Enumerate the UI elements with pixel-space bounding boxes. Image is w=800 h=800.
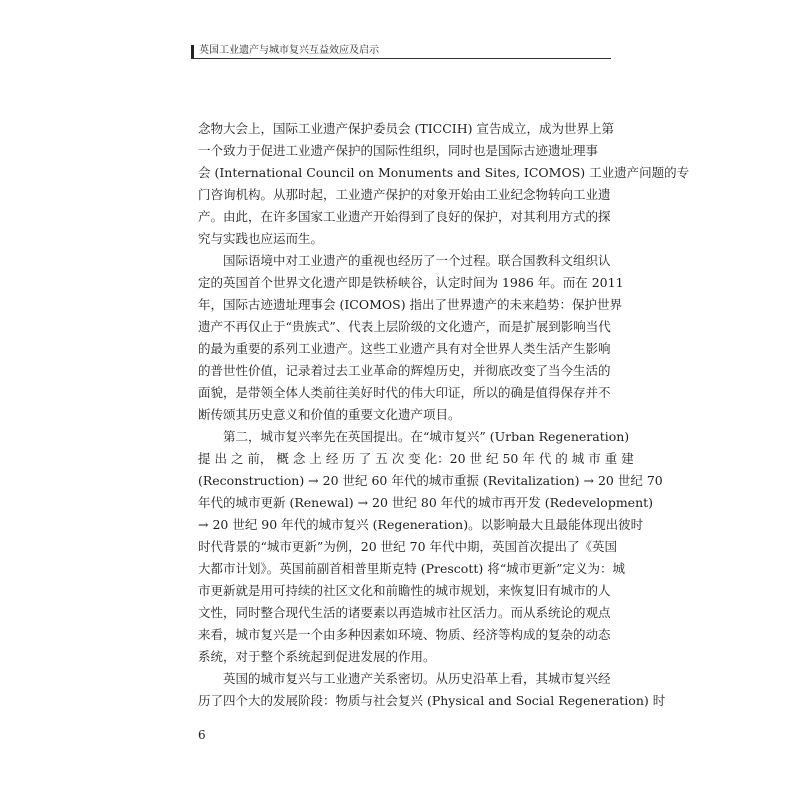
- text-line: 会 (International Council on Monuments and Sites, ICOMOS) 工业遗产问题的专: [198, 165, 690, 180]
- running-header: [191, 40, 611, 64]
- text-line: 面貌，是带领全体人类前往美好时代的伟大印证，所以的确是值得保存并不: [198, 385, 611, 400]
- text-line: 年，国际古迹遗址理事会 (ICOMOS) 指出了世界遗产的未来趋势：保护世界: [198, 297, 623, 312]
- text-line: 文性，同时整合现代生活的诸要素以再造城市社区活力。而从系统论的观点: [198, 605, 611, 620]
- text-line: 产。由此，在许多国家工业遗产开始得到了良好的保护，对其利用方式的探: [198, 209, 611, 224]
- text-line: 大都市计划》。英国前副首相普里斯克特 (Prescott) 将“城市更新”定义为：城: [198, 561, 626, 576]
- text-line: 究与实践也应运而生。: [198, 231, 324, 246]
- text-line: 一个致力于促进工业遗产保护的国际性组织，同时也是国际古迹遗址理事: [198, 143, 599, 158]
- text-line: 的普世性价值，记录着过去工业革命的辉煌历史，并彻底改变了当今生活的: [198, 363, 611, 378]
- running-header-title: 英国工业遗产与城市复兴互益效应及启示: [199, 45, 379, 56]
- text-line: 来看，城市复兴是一个由多种因素如环境、物质、经济等构成的复杂的动态: [198, 627, 611, 642]
- text-line: → 20 世纪 90 年代的城市复兴 (Regeneration)。以影响最大且最能体现出彼时: [198, 517, 644, 532]
- text-line: 时代背景的“城市更新”为例，20 世纪 70 年代中期，英国首次提出了《英国: [198, 539, 618, 554]
- header-rule: [191, 58, 611, 59]
- text-line: 提 出 之 前， 概 念 上 经 历 了 五 次 变 化：20 世 纪 50 年 代 的 城 市 重 建: [198, 451, 634, 466]
- text-line: 国际语境中对工业遗产的重视也经历了一个过程。联合国教科文组织认: [223, 253, 611, 268]
- text-line: 定的英国首个世界文化遗产即是铁桥峡谷，认定时间为 1986 年。而在 2011: [198, 275, 624, 290]
- text-line: 历了四个大的发展阶段：物质与社会复兴 (Physical and Social Regeneration) 时: [198, 693, 666, 708]
- text-line: 念物大会上，国际工业遗产保护委员会 (TICCIH) 宣告成立，成为世界上第: [198, 121, 614, 136]
- page-number: 6: [198, 728, 206, 742]
- text-line: 英国的城市复兴与工业遗产关系密切。从历史沿革上看，其城市复兴经: [223, 671, 611, 686]
- text-line: 市更新就是用可持续的社区文化和前瞻性的城市规划，来恢复旧有城市的人: [198, 583, 611, 598]
- text-line: 遗产不再仅止于“贵族式”、代表上层阶级的文化遗产，而是扩展到影响当代: [198, 319, 611, 334]
- text-line: 系统，对于整个系统起到促进发展的作用。: [198, 649, 436, 664]
- body-text: [198, 118, 690, 712]
- text-line: 第二，城市复兴率先在英国提出。在“城市复兴” (Urban Regeneration): [223, 429, 630, 444]
- header-marker-bar: [191, 45, 194, 58]
- text-line: 断传颂其历史意义和价值的重要文化遗产项目。: [198, 407, 461, 422]
- text-line: 年代的城市更新 (Renewal) → 20 世纪 80 年代的城市再开发 (Redevelopment): [198, 495, 654, 510]
- text-line: 门咨询机构。从那时起，工业遗产保护的对象开始由工业纪念物转向工业遗: [198, 187, 611, 202]
- text-line: (Reconstruction) → 20 世纪 60 年代的城市重振 (Revitalization) → 20 世纪 70: [198, 473, 663, 488]
- text-line: 的最为重要的系列工业遗产。这些工业遗产具有对全世界人类生活产生影响: [198, 341, 611, 356]
